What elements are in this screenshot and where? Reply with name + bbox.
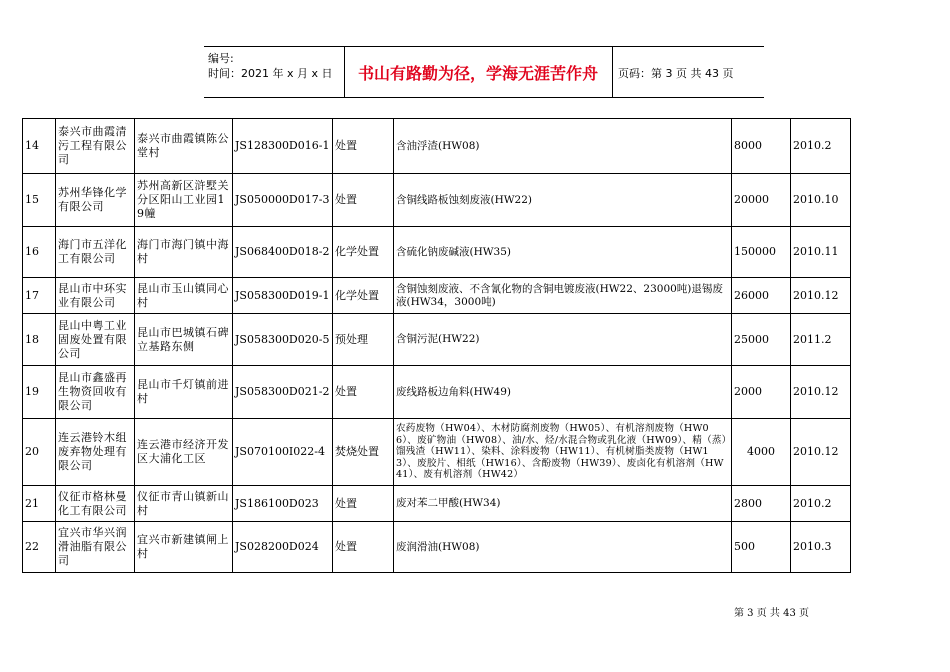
row-number-cell: 15	[23, 174, 56, 227]
company-name-cell: 仪征市格林曼化工有限公司	[56, 486, 135, 522]
row-number-cell: 17	[23, 278, 56, 314]
waste-description-cell: 含硫化钠废碱液(HW35)	[394, 227, 732, 278]
company-name-cell: 海门市五洋化工有限公司	[56, 227, 135, 278]
row-number-cell: 18	[23, 314, 56, 366]
valid-date-cell: 2010.12	[791, 278, 851, 314]
row-number-cell: 22	[23, 522, 56, 573]
waste-description-cell: 含铜线路板蚀刻废液(HW22)	[394, 174, 732, 227]
valid-date-cell: 2010.12	[791, 366, 851, 419]
waste-facility-table	[22, 118, 851, 573]
company-address-cell: 仪征市青山镇新山村	[135, 486, 233, 522]
header-meta	[208, 51, 333, 81]
valid-date-cell: 2010.12	[791, 419, 851, 486]
table-row	[23, 366, 851, 419]
disposal-method-cell: 处置	[333, 119, 394, 174]
page-footer: 第 3 页 共 43 页	[734, 608, 809, 619]
table-row	[23, 419, 851, 486]
table-row	[23, 486, 851, 522]
table-row	[23, 278, 851, 314]
header-divider	[612, 47, 613, 97]
company-name-cell: 昆山中粤工业固废处置有限公司	[56, 314, 135, 366]
table-row	[23, 314, 851, 366]
row-number-cell: 19	[23, 366, 56, 419]
valid-date-cell: 2010.2	[791, 486, 851, 522]
company-address-cell: 昆山市玉山镇同心村	[135, 278, 233, 314]
company-name-cell: 泰兴市曲霞清污工程有限公司	[56, 119, 135, 174]
page-header	[204, 46, 764, 98]
waste-description-cell: 废对苯二甲酸(HW34)	[394, 486, 732, 522]
company-address-cell: 海门市海门镇中海村	[135, 227, 233, 278]
capacity-cell: 2000	[732, 366, 791, 419]
table-row	[23, 174, 851, 227]
header-motto: 书山有路勤为径，学海无涯苦作舟	[357, 64, 598, 83]
row-number-cell: 16	[23, 227, 56, 278]
disposal-method-cell: 处置	[333, 366, 394, 419]
capacity-cell: 4000	[732, 419, 791, 486]
permit-number-cell: JS028200D024	[233, 522, 333, 573]
valid-date-cell: 2010.11	[791, 227, 851, 278]
valid-date-cell: 2010.10	[791, 174, 851, 227]
company-name-cell: 昆山市鑫盛再生物资回收有限公司	[56, 366, 135, 419]
header-page-label: 页码：第 3 页 共 43 页	[618, 67, 734, 80]
table-row	[23, 227, 851, 278]
company-name-cell: 苏州华锋化学有限公司	[56, 174, 135, 227]
disposal-method-cell: 化学处置	[333, 227, 394, 278]
permit-number-cell: JS058300D019-1	[233, 278, 333, 314]
permit-number-cell: JS070100I022-4	[233, 419, 333, 486]
disposal-method-cell: 化学处置	[333, 278, 394, 314]
permit-number-cell: JS068400D018-2	[233, 227, 333, 278]
company-address-cell: 昆山市巴城镇石碑立基路东侧	[135, 314, 233, 366]
permit-number-cell: JS058300D021-2	[233, 366, 333, 419]
waste-description-cell: 含铜污泥(HW22)	[394, 314, 732, 366]
permit-number-cell: JS128300D016-1	[233, 119, 333, 174]
capacity-cell: 20000	[732, 174, 791, 227]
disposal-method-cell: 焚烧处置	[333, 419, 394, 486]
company-address-cell: 苏州高新区浒墅关分区阳山工业园19幢	[135, 174, 233, 227]
company-address-cell: 泰兴市曲霞镇陈公堂村	[135, 119, 233, 174]
company-name-cell: 宜兴市华兴润滑油脂有限公司	[56, 522, 135, 573]
waste-description-cell: 废润滑油(HW08)	[394, 522, 732, 573]
company-address-cell: 昆山市千灯镇前进村	[135, 366, 233, 419]
disposal-method-cell: 处置	[333, 174, 394, 227]
valid-date-cell: 2010.3	[791, 522, 851, 573]
capacity-cell: 150000	[732, 227, 791, 278]
table-row	[23, 522, 851, 573]
capacity-cell: 26000	[732, 278, 791, 314]
capacity-cell: 25000	[732, 314, 791, 366]
permit-number-cell: JS050000D017-3	[233, 174, 333, 227]
capacity-cell: 500	[732, 522, 791, 573]
waste-description-cell: 含铜蚀刻废液、不含氰化物的含铜电镀废液(HW22、23000吨)退锡废液(HW34，3000吨)	[394, 278, 732, 314]
waste-description-cell: 农药废物（HW04）、木材防腐剂废物（HW05）、有机溶剂废物（HW06）、废矿物油（HW08）、油/水、烃/水混合物或乳化液（HW09）、精（蒸）馏残渣（HW11）、染料、涂料废物（HW11）、有机树脂类废物（HW13）、废胶片、相纸（HW16）、含酚废物（HW39）、废卤化有机溶剂（HW41）、废有机溶剂（HW42）	[394, 419, 732, 486]
valid-date-cell: 2010.2	[791, 119, 851, 174]
time-label: 时间：2021 年 x 月 x 日	[208, 67, 333, 80]
valid-date-cell: 2011.2	[791, 314, 851, 366]
permit-number-cell: JS058300D020-5	[233, 314, 333, 366]
capacity-cell: 2800	[732, 486, 791, 522]
company-name-cell: 连云港铃木组废弃物处理有限公司	[56, 419, 135, 486]
company-address-cell: 宜兴市新建镇闸上村	[135, 522, 233, 573]
row-number-cell: 20	[23, 419, 56, 486]
waste-description-cell: 含油浮渣(HW08)	[394, 119, 732, 174]
waste-description-cell: 废线路板边角料(HW49)	[394, 366, 732, 419]
disposal-method-cell: 预处理	[333, 314, 394, 366]
disposal-method-cell: 处置	[333, 522, 394, 573]
company-name-cell: 昆山市中环实业有限公司	[56, 278, 135, 314]
table-row	[23, 119, 851, 174]
company-address-cell: 连云港市经济开发区大浦化工区	[135, 419, 233, 486]
row-number-cell: 21	[23, 486, 56, 522]
capacity-cell: 8000	[732, 119, 791, 174]
permit-number-cell: JS186100D023	[233, 486, 333, 522]
code-label: 编号:	[208, 52, 234, 65]
disposal-method-cell: 处置	[333, 486, 394, 522]
row-number-cell: 14	[23, 119, 56, 174]
